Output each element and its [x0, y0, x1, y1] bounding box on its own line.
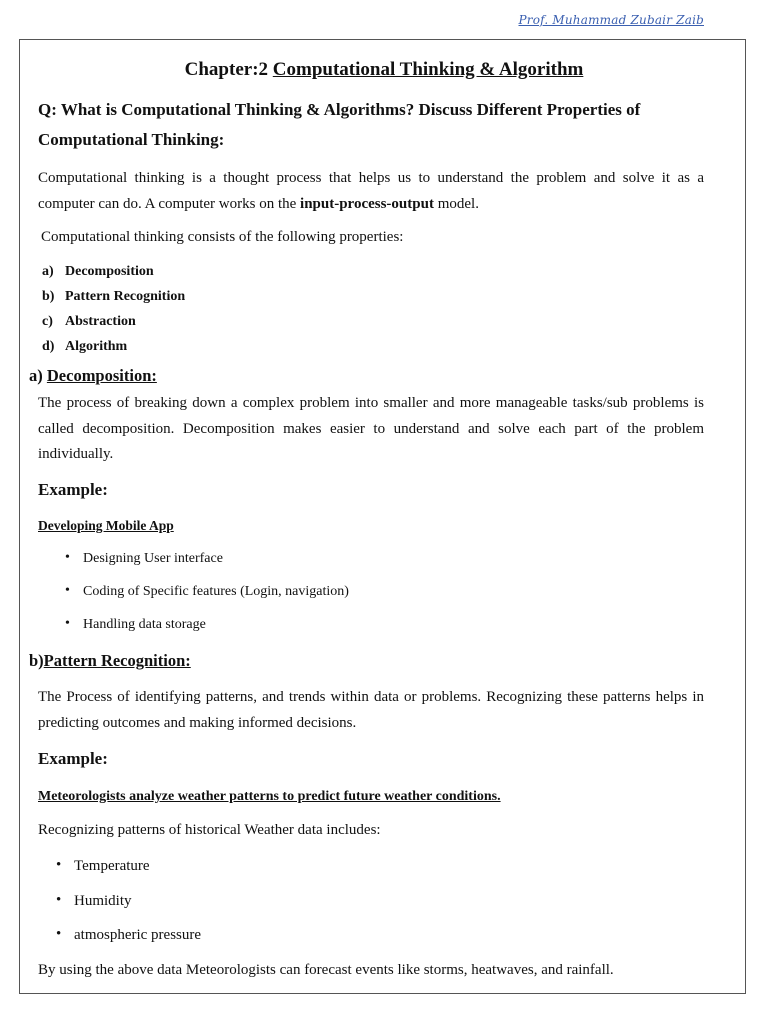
property-label: a): [42, 264, 54, 279]
pattern-line-2: predicting outcomes and making informed decisions.: [38, 714, 357, 731]
intro-line-1: Computational thinking is a thought process that helps us to understand the problem and solve it as a: [38, 170, 704, 186]
bullet-icon: •: [56, 892, 62, 908]
property-label: c): [42, 314, 53, 329]
decomposition-example-heading: Example:: [38, 480, 108, 499]
decomposition-line-2: called decomposition. Decomposition makes easier to understand and solve each part of the problem: [38, 420, 704, 437]
pattern-heading: [29, 651, 191, 671]
pattern-bullet-1: [56, 857, 150, 875]
decomposition-label: a): [29, 366, 43, 385]
bullet-text: Handling data storage: [83, 617, 206, 632]
decomposition-example-title: Developing Mobile App: [38, 518, 174, 533]
property-name: Pattern Recognition: [65, 289, 186, 304]
chapter-prefix: Chapter:2: [184, 59, 269, 80]
pattern-example-title: Meteorologists analyze weather patterns to predict future weather conditions.: [38, 789, 501, 804]
decomposition-title: Decomposition:: [46, 366, 157, 385]
pattern-paragraph: [38, 685, 704, 736]
question-line-1: Q: What is Computational Thinking & Algorithms? Discuss Different Properties of: [38, 100, 641, 119]
property-label: d): [42, 339, 55, 354]
chapter-name: Computational Thinking & Algorithm: [272, 59, 584, 80]
pattern-line-1: The Process of identifying patterns, and trends within data or problems. Recognizing these patterns helps in: [38, 689, 704, 705]
decomposition-bullet-3: [65, 616, 206, 633]
pattern-includes: Recognizing patterns of historical Weather data includes:: [38, 822, 381, 838]
chapter-title: [0, 59, 768, 81]
decomposition-line-3: individually.: [38, 446, 114, 462]
properties-intro: Computational thinking consists of the following properties:: [41, 229, 404, 245]
bullet-text: Temperature: [74, 858, 150, 874]
decomposition-heading: [29, 366, 157, 386]
property-item-b: [42, 289, 185, 305]
bullet-icon: •: [65, 550, 70, 565]
intro-line-2-post: model.: [433, 195, 479, 212]
property-name: Abstraction: [65, 314, 136, 329]
intro-line-2: [38, 192, 704, 218]
pattern-title: Pattern Recognition:: [43, 651, 191, 670]
property-name: Algorithm: [65, 339, 128, 354]
decomposition-bullet-2: [65, 583, 349, 600]
decomposition-paragraph: [38, 391, 704, 468]
property-item-a: [42, 264, 154, 280]
question-line-2: Computational Thinking:: [38, 130, 225, 149]
pattern-example-heading: Example:: [38, 749, 108, 768]
bullet-text: Coding of Specific features (Login, navigation): [83, 584, 349, 599]
property-name: Decomposition: [65, 264, 154, 279]
pattern-bullet-3: [56, 926, 202, 944]
bullet-icon: •: [56, 857, 62, 873]
property-item-d: [42, 339, 127, 355]
bullet-icon: •: [56, 926, 62, 942]
bullet-text: Designing User interface: [83, 551, 223, 566]
bullet-text: atmospheric pressure: [74, 927, 202, 943]
intro-bold-term: input-process-output: [300, 195, 434, 212]
intro-line-2-pre: computer can do. A computer works on the: [38, 195, 301, 212]
pattern-conclusion: By using the above data Meteorologists can forecast events like storms, heatwaves, and rainfall.: [38, 962, 614, 978]
author-header: Prof. Muhammad Zubair Zaib: [518, 13, 704, 27]
intro-paragraph: [38, 166, 704, 217]
pattern-label: b): [29, 651, 44, 670]
property-label: b): [42, 289, 55, 304]
bullet-text: Humidity: [74, 893, 132, 909]
bullet-icon: •: [65, 616, 70, 631]
decomposition-bullet-1: [65, 550, 223, 567]
decomposition-line-1: The process of breaking down a complex problem into smaller and more manageable tasks/sub problems is: [38, 395, 704, 411]
property-item-c: [42, 314, 136, 330]
pattern-bullet-2: [56, 892, 132, 910]
bullet-icon: •: [65, 583, 70, 598]
